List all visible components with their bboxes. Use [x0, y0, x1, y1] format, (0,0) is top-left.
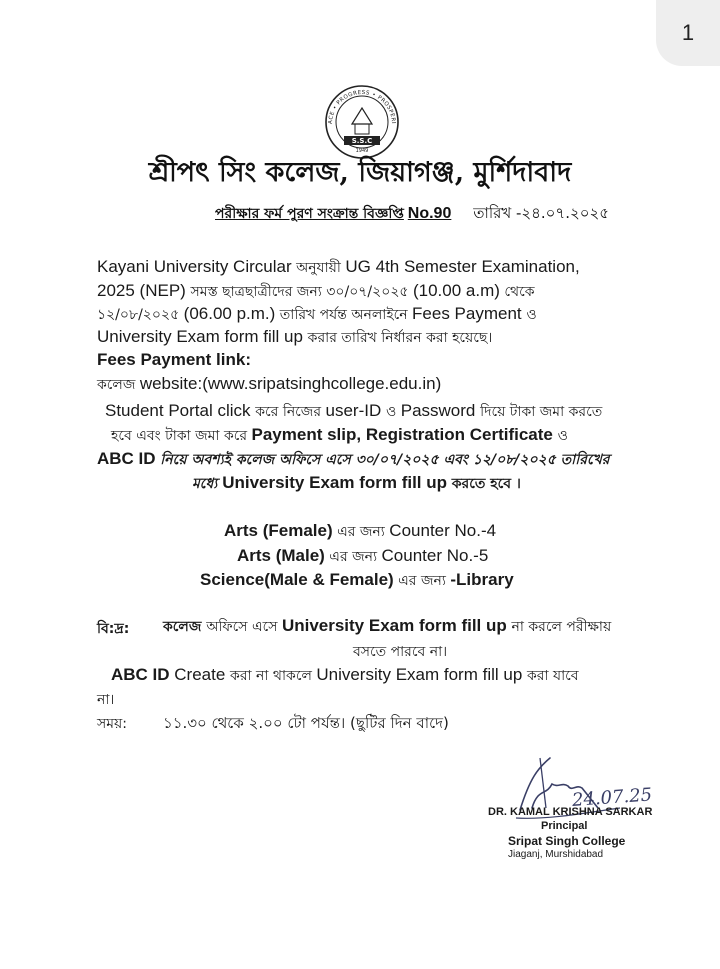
signatory-college: Sripat Singh College [508, 834, 626, 848]
text: Student Portal click [105, 401, 256, 420]
text: না করলে পরীক্ষায় [511, 619, 612, 635]
text: অফিসে এসে [206, 619, 282, 635]
text: সমস্ত ছাত্রছাত্রীদের জন্য ৩০/০৭/২০২৫ [190, 284, 413, 300]
signatory-place: Jiaganj, Murshidabad [508, 849, 604, 860]
text: ABC ID [97, 449, 161, 468]
text: করতে হবে । [451, 476, 521, 492]
logo-year: 1949 [355, 148, 369, 154]
time-value: ১১.৩০ থেকে ২.০০ টো পর্যন্ত। (ছুটির দিন বাদে) [163, 714, 449, 732]
text: Counter No.-4 [389, 521, 497, 540]
deadline-line [192, 472, 521, 496]
text: UG 4th Semester Examination, [345, 257, 580, 276]
text: থেকে [499, 284, 535, 300]
text: Counter No.-5 [381, 546, 489, 565]
text: University Exam form fill up [97, 327, 308, 346]
text: করার তারিখ নির্ধারন করা হয়েছে। [307, 330, 493, 346]
signatory-title: Principal [541, 820, 588, 832]
text: এর জন্য [393, 573, 451, 589]
text: ও [557, 428, 568, 444]
student-portal-line [105, 400, 602, 424]
abc-create-line-2: না। [97, 692, 115, 708]
text: ABC ID [111, 665, 175, 684]
text: Science(Male & Female) [200, 570, 394, 589]
text: Password [400, 401, 481, 420]
text: Kayani University Circular [97, 257, 292, 276]
text: নিয়ে অবশ্যই কলেজ অফিসে এসে ৩০/০৭/২০২৫ এবং ১২/০৮/২০২৫ তারিখের [160, 452, 610, 468]
text: University Exam form fill up [316, 665, 528, 684]
logo-initials: S.S.C [351, 137, 373, 145]
text: মধ্যে [192, 476, 223, 492]
signatory-name: DR. KAMAL KRISHNA SARKAR [488, 806, 653, 818]
logo-arc-text: ACE • PROGRESS • PROSPERI [327, 89, 397, 125]
text: user-ID [325, 401, 386, 420]
counter-line-arts-female [224, 520, 496, 544]
text: এর জন্য [324, 549, 382, 565]
text: দিয়ে টাকা জমা করতে [480, 404, 603, 420]
body-line-1 [97, 256, 580, 280]
text: (06.00 p.m.) [183, 304, 276, 323]
fees-payment-heading: Fees Payment link: [97, 350, 252, 369]
notice-line [215, 202, 609, 227]
college-website-line [97, 373, 441, 397]
text: University Exam form fill up [281, 616, 512, 635]
text: -Library [450, 570, 514, 589]
text: তারিখ পর্যন্ত অনলাইনে [275, 307, 413, 323]
time-label: সময়: [97, 716, 127, 732]
text: Create [174, 665, 231, 684]
nb-label: বি:দ্র: [97, 621, 130, 637]
text: Payment slip, Registration Certificate [251, 425, 558, 444]
text: কলেজ [97, 377, 140, 393]
text: ও [385, 404, 401, 420]
text: (10.00 a.m) [412, 281, 500, 300]
notice-number: No.90 [407, 205, 452, 222]
page-number: 1 [681, 20, 695, 45]
text: 2025 (NEP) [97, 281, 191, 300]
body-line-3 [97, 303, 537, 327]
body-line-4 [97, 326, 492, 350]
text: করে নিজের [255, 404, 326, 420]
nb-line-1 [163, 615, 611, 639]
college-name: শ্রীপৎ সিং কলেজ, জিয়াগঞ্জ, মুর্শিদাবাদ [148, 157, 572, 188]
text: Arts (Male) [237, 546, 325, 565]
text: Arts (Female) [224, 521, 333, 540]
college-website-link[interactable]: website:(www.sripatsinghcollege.edu.in) [139, 374, 442, 393]
payment-slip-line [111, 424, 568, 448]
counter-line-science [200, 569, 514, 593]
text: এর জন্য [332, 524, 390, 540]
college-logo [322, 78, 402, 162]
abc-id-line [97, 448, 609, 472]
text: করা যাবে [527, 668, 579, 684]
counter-line-arts-male [237, 545, 488, 569]
text: Fees Payment [412, 304, 527, 323]
text: University Exam form fill up [222, 473, 452, 492]
text: হবে এবং টাকা জমা করে [111, 428, 252, 444]
signature-date: 24.07.25 [571, 784, 653, 811]
page-number-badge [656, 0, 720, 66]
nb-line-2: বসতে পারবে না। [353, 644, 448, 660]
text: ও [526, 307, 537, 323]
notice-subject: পরীক্ষার ফর্ম পুরণ সংক্রান্ত বিজ্ঞপ্তি [215, 206, 404, 222]
text: ১২/০৮/২০২৫ [97, 307, 184, 323]
text: করা না থাকলে [230, 668, 317, 684]
text: কলেজ [163, 619, 207, 635]
abc-create-line [111, 664, 579, 688]
notice-date: তারিখ -২৪.০৭.২০২৫ [473, 204, 609, 222]
text: অনুযায়ী [291, 260, 346, 276]
body-line-2 [97, 280, 535, 304]
